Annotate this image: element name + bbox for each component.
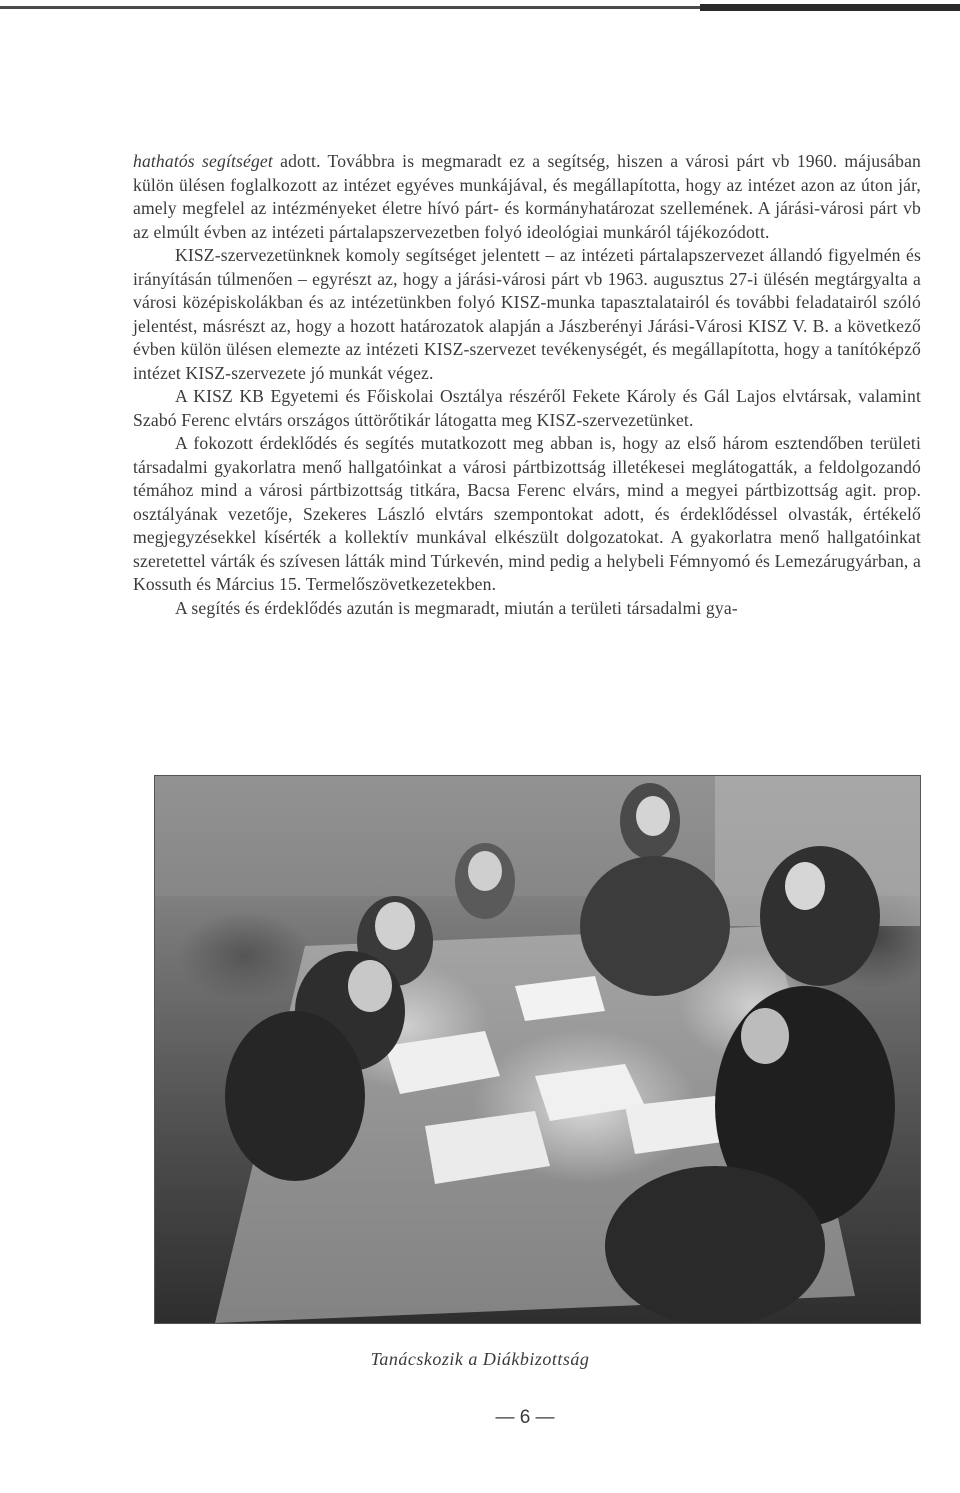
- photo-scene: [155, 776, 920, 1323]
- paragraph-1: [133, 150, 921, 244]
- body-text: [133, 150, 921, 620]
- paragraph-1-text: adott. Továbbra is megmaradt ez a segítség, hiszen a városi párt vb 1960. májusában külön ülésen foglalkozott az intézet egyéves munkájával, és megállapította, hogy az intézet azon az úton jár, amely megfelel az intézményeket életre hívó párt- és kormányhatározat szellemének. A járási-városi párt vb az elmúlt évben az intézeti pártalapszervezetben folyó ideológiai munkáról tájékozódott.: [133, 151, 921, 242]
- paragraph-5: A segítés és érdeklődés azután is megmaradt, miután a területi társadalmi gya-: [175, 597, 738, 618]
- paragraph-4: A fokozott érdeklődés és segítés mutatkozott meg abban is, hogy az első három esztendőben területi társadalmi gyakorlatra menő hallgatóinkat a városi pártbizottság illetékesei meglátogatták, a feldolgozandó témához mind a városi pártbizottság titkára, Bacsa Ferenc elvárs, mind a megyei pártbizottság agit. prop. osztályának vezetője, Szekeres László elvtárs szempontokat adott, és érdeklődéssel olvasták, értékelő megjegyzésekkel kísérték a kollektív munkával elkészült dolgozatokat. A gyakorlatra menő hallgatóinkat szeretettel várták és szívesen látták mind Túrkevén, mind pedig a helybeli Fémnyomó és Lemezárugyárban, a Kossuth és Március 15. Termelőszövetkezetekben.: [133, 433, 921, 594]
- top-rule-accent: [700, 4, 960, 11]
- photo-caption: Tanácskozik a Diákbizottság: [370, 1349, 590, 1369]
- page-number: — 6 —: [495, 1407, 555, 1428]
- paragraph-2: KISZ-szervezetünknek komoly segítséget jelentett – az intézeti pártalapszervezet állandó figyelmén és irányításán túlmenően – egyrészt az, hogy a járási-városi párt vb 1963. augusztus 27-i ülésén megtárgyalta a városi középiskolákban és az intézetünkben folyó KISZ-munka tapasztalatairól és további feladatairól szóló jelentést, másrészt az, hogy a hozott határozatok alapján a Jászberényi Járási-Városi KISZ V. B. a következő évben külön ülésen elemezte az intézeti KISZ-szervezet tevékenységét, és megállapította, hogy a tanítóképző intézet KISZ-szervezete jó munkát végez.: [133, 245, 921, 383]
- paragraph-1-lead: hathatós segítséget: [133, 151, 273, 171]
- paragraph-3: A KISZ KB Egyetemi és Főiskolai Osztálya részéről Fekete Károly és Gál Lajos elvtársak, valamint Szabó Ferenc elvtárs országos úttörőtikár látogatta meg KISZ-szervezetünket.: [133, 386, 921, 430]
- meeting-photo: [154, 775, 921, 1324]
